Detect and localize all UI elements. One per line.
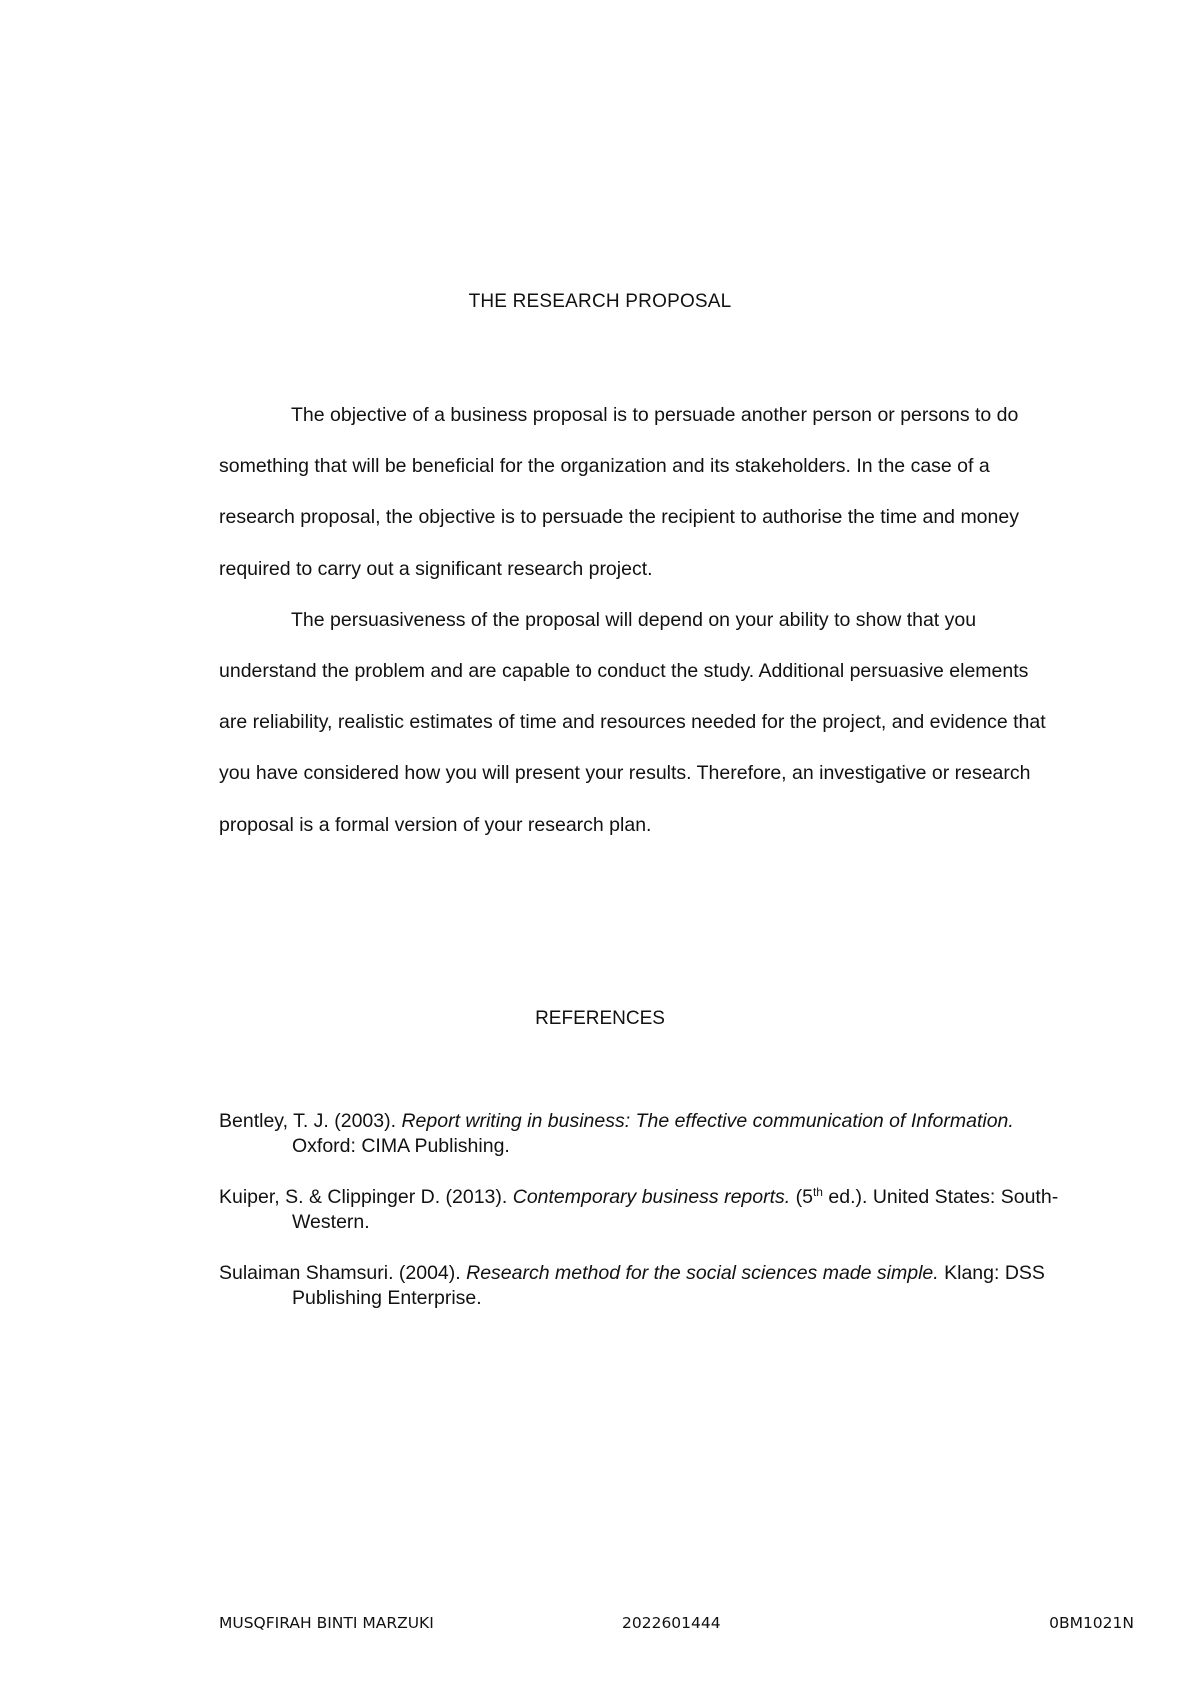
page-footer bbox=[219, 1614, 1134, 1638]
reference-title: Research method for the social sciences made simple. bbox=[466, 1262, 939, 1284]
body-text bbox=[219, 390, 1059, 851]
footer-student-name: MUSQFIRAH BINTI MARZUKI bbox=[219, 1614, 434, 1632]
reference-edition: (5 bbox=[790, 1186, 813, 1208]
reference-publisher: Oxford: CIMA Publishing. bbox=[292, 1135, 510, 1157]
reference-publisher: Klang: DSS Publishing Enterprise. bbox=[292, 1262, 1045, 1309]
page-title: THE RESEARCH PROPOSAL bbox=[468, 291, 732, 312]
reference-item bbox=[219, 1261, 1059, 1311]
reference-authors: Sulaiman Shamsuri. (2004). bbox=[219, 1262, 467, 1284]
references-list bbox=[219, 1109, 1059, 1337]
reference-edition-superscript: th bbox=[812, 1185, 823, 1199]
reference-authors: Bentley, T. J. (2003). bbox=[219, 1110, 402, 1132]
reference-publisher: ed.). United States: South-Western. bbox=[292, 1186, 1059, 1233]
reference-title: Contemporary business reports. bbox=[512, 1186, 791, 1208]
footer-course-code: 0BM1021N bbox=[1049, 1614, 1134, 1632]
footer-student-id: 2022601444 bbox=[622, 1614, 721, 1632]
reference-item bbox=[219, 1185, 1059, 1235]
reference-item bbox=[219, 1109, 1059, 1159]
paragraph-2: The persuasiveness of the proposal will depend on your ability to show that you understand the problem and are capable to conduct the study. Additional persuasive elements are reliability, realistic estimates of time and resources needed for the project, and evidence that you have considered how you will present your results. Therefore, an investigative or research proposal is a formal version of your research plan. bbox=[219, 608, 1046, 836]
reference-title: Report writing in business: The effective communication of Information. bbox=[401, 1110, 1014, 1132]
references-heading: REFERENCES bbox=[535, 1008, 665, 1029]
reference-authors: Kuiper, S. & Clippinger D. (2013). bbox=[219, 1186, 513, 1208]
paragraph-1: The objective of a business proposal is to persuade another person or persons to do something that will be beneficial for the organization and its stakeholders. In the case of a research proposal, the objective is to persuade the recipient to authorise the time and money required to carry out a significant research project. bbox=[219, 404, 1019, 580]
